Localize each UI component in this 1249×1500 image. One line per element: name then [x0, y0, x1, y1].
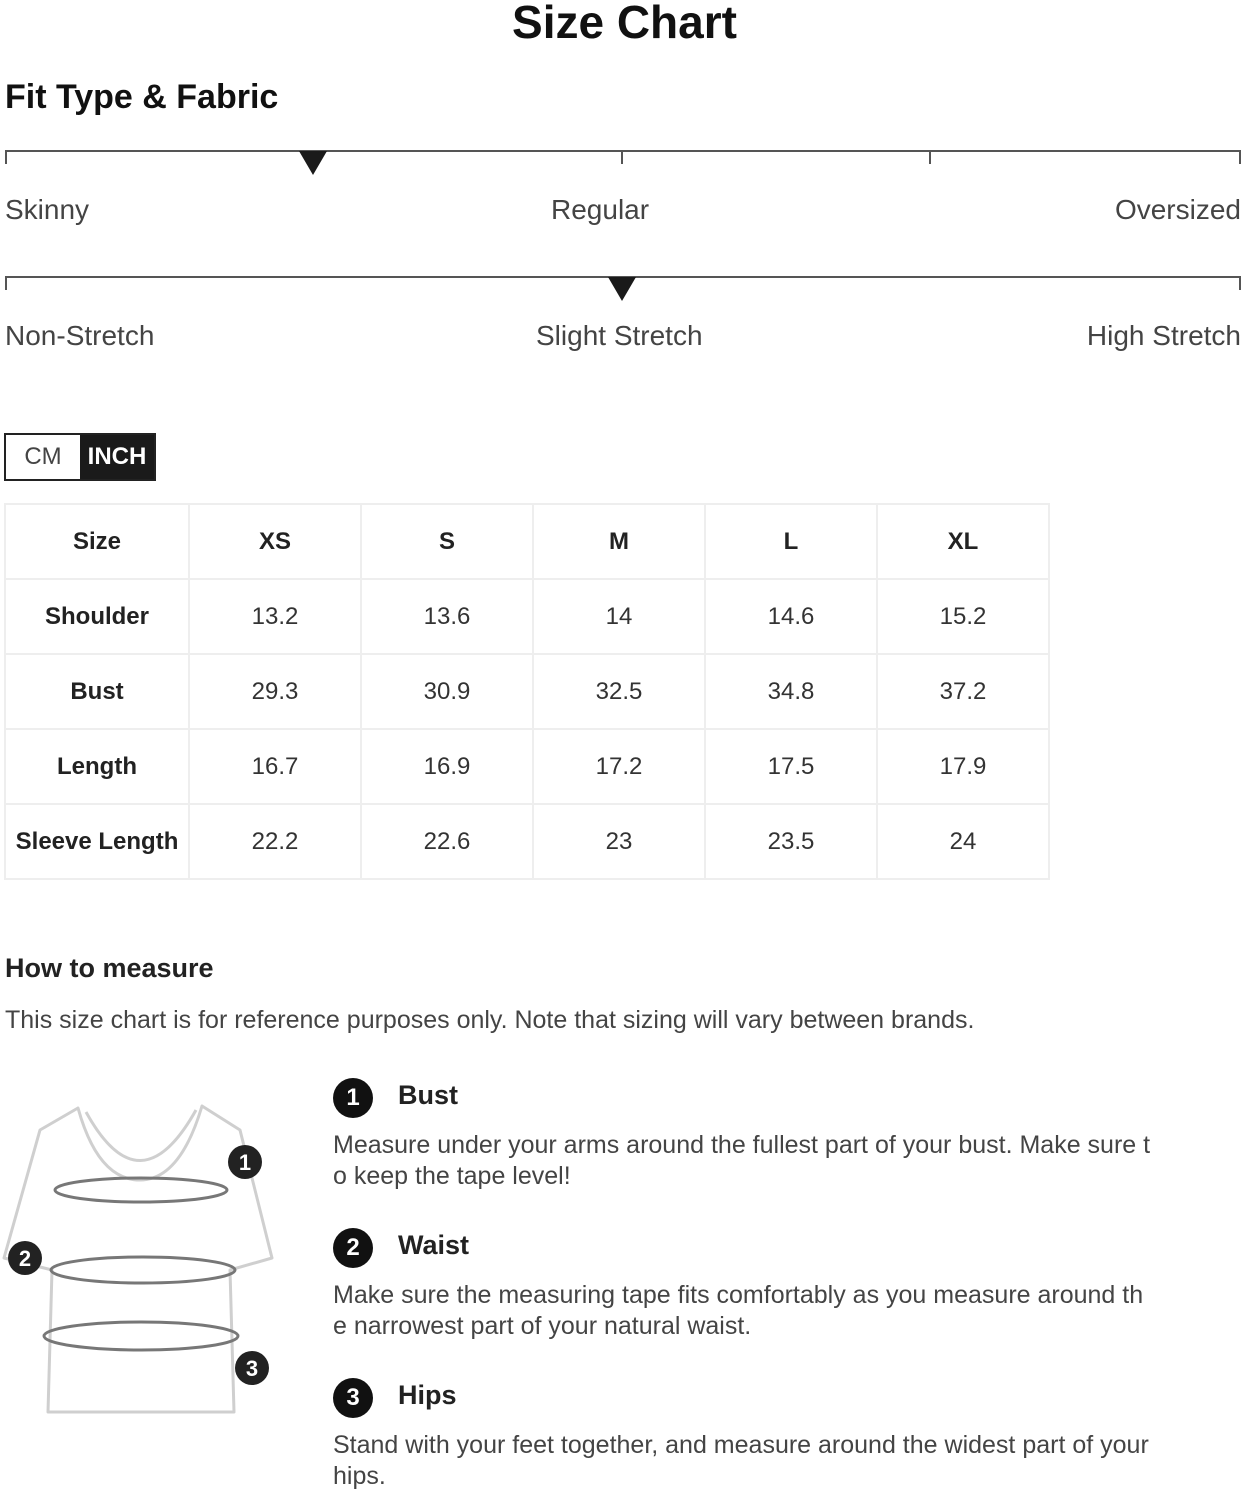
table-cell: 17.9: [877, 729, 1049, 804]
table-header-cell: S: [361, 504, 533, 579]
measure-step-hips: [333, 1378, 1153, 1500]
step-number-icon: 2: [333, 1228, 373, 1268]
table-cell: 14: [533, 579, 705, 654]
fit-scale-marker: [299, 151, 327, 175]
unit-toggle: [4, 433, 156, 481]
table-cell: 30.9: [361, 654, 533, 729]
table-cell: 17.2: [533, 729, 705, 804]
stretch-label-non: Non-Stretch: [5, 320, 155, 351]
table-cell: 13.6: [361, 579, 533, 654]
stretch-scale-tick: [5, 276, 7, 290]
table-row: [5, 654, 1049, 729]
fit-label-regular: Regular: [551, 194, 650, 225]
stretch-scale-tick: [1239, 276, 1241, 290]
step-description: Stand with your feet together, and measure around the widest part of your hips.: [333, 1431, 1149, 1490]
fit-label-oversized: Oversized: [1114, 194, 1241, 225]
table-cell: 15.2: [877, 579, 1049, 654]
diagram-marker-label: 2: [18, 1246, 32, 1271]
step-description: Make sure the measuring tape fits comfortably as you measure around the narrowest part of your natural waist.: [333, 1281, 1144, 1340]
step-number-icon: 3: [333, 1378, 373, 1418]
table-cell: 16.9: [361, 729, 533, 804]
table-cell: 32.5: [533, 654, 705, 729]
size-table: [4, 503, 1050, 880]
step-title: Hips: [398, 1380, 457, 1410]
stretch-label-high: High Stretch: [1086, 320, 1241, 351]
diagram-marker-1: [228, 1145, 262, 1179]
fit-scale-tick: [621, 150, 623, 164]
fit-scale-tick: [929, 150, 931, 164]
how-to-measure-title: How to measure: [5, 953, 214, 983]
step-number-icon: 1: [333, 1078, 373, 1118]
table-row-label: Shoulder: [5, 579, 189, 654]
stretch-scale-marker: [608, 277, 636, 301]
table-row: [5, 729, 1049, 804]
table-row-label: Length: [5, 729, 189, 804]
fit-scale-tick: [1239, 150, 1241, 164]
table-row-label: Bust: [5, 654, 189, 729]
table-header-cell: XL: [877, 504, 1049, 579]
table-row: [5, 804, 1049, 879]
measure-step-waist: [333, 1228, 1153, 1358]
table-cell: 23: [533, 804, 705, 879]
unit-cm-button[interactable]: CM: [6, 435, 80, 479]
table-row: [5, 579, 1049, 654]
table-cell: 23.5: [705, 804, 877, 879]
table-cell: 37.2: [877, 654, 1049, 729]
reference-note: This size chart is for reference purposes only. Note that sizing will vary between brands.: [5, 1006, 975, 1034]
diagram-marker-label: 3: [245, 1356, 259, 1381]
table-cell: 16.7: [189, 729, 361, 804]
table-cell: 14.6: [705, 579, 877, 654]
measure-step-bust: [333, 1078, 1153, 1208]
table-cell: 17.5: [705, 729, 877, 804]
fit-section-title: Fit Type & Fabric: [5, 78, 279, 116]
table-header-cell: L: [705, 504, 877, 579]
diagram-marker-3: [235, 1351, 269, 1385]
table-row-label: Sleeve Length: [5, 804, 189, 879]
diagram-marker-2: [8, 1241, 42, 1275]
table-header-cell: XS: [189, 504, 361, 579]
step-description: Measure under your arms around the fullest part of your bust. Make sure to keep the tape level!: [333, 1131, 1151, 1190]
table-cell: 13.2: [189, 579, 361, 654]
fit-scale-line: [5, 150, 1241, 152]
table-cell: 24: [877, 804, 1049, 879]
page-title: Size Chart: [512, 0, 737, 48]
step-title: Bust: [398, 1080, 458, 1110]
fit-label-skinny: Skinny: [5, 194, 90, 225]
table-header-cell: M: [533, 504, 705, 579]
unit-inch-button[interactable]: INCH: [80, 435, 154, 479]
fit-scale-tick: [5, 150, 7, 164]
table-cell: 22.6: [361, 804, 533, 879]
table-header-cell: Size: [5, 504, 189, 579]
table-cell: 22.2: [189, 804, 361, 879]
diagram-marker-label: 1: [238, 1150, 252, 1175]
stretch-label-slight: Slight Stretch: [536, 320, 703, 351]
table-header-row: [5, 504, 1049, 579]
step-title: Waist: [398, 1230, 470, 1260]
tshirt-diagram-icon: [0, 1090, 290, 1430]
table-cell: 34.8: [705, 654, 877, 729]
table-cell: 29.3: [189, 654, 361, 729]
